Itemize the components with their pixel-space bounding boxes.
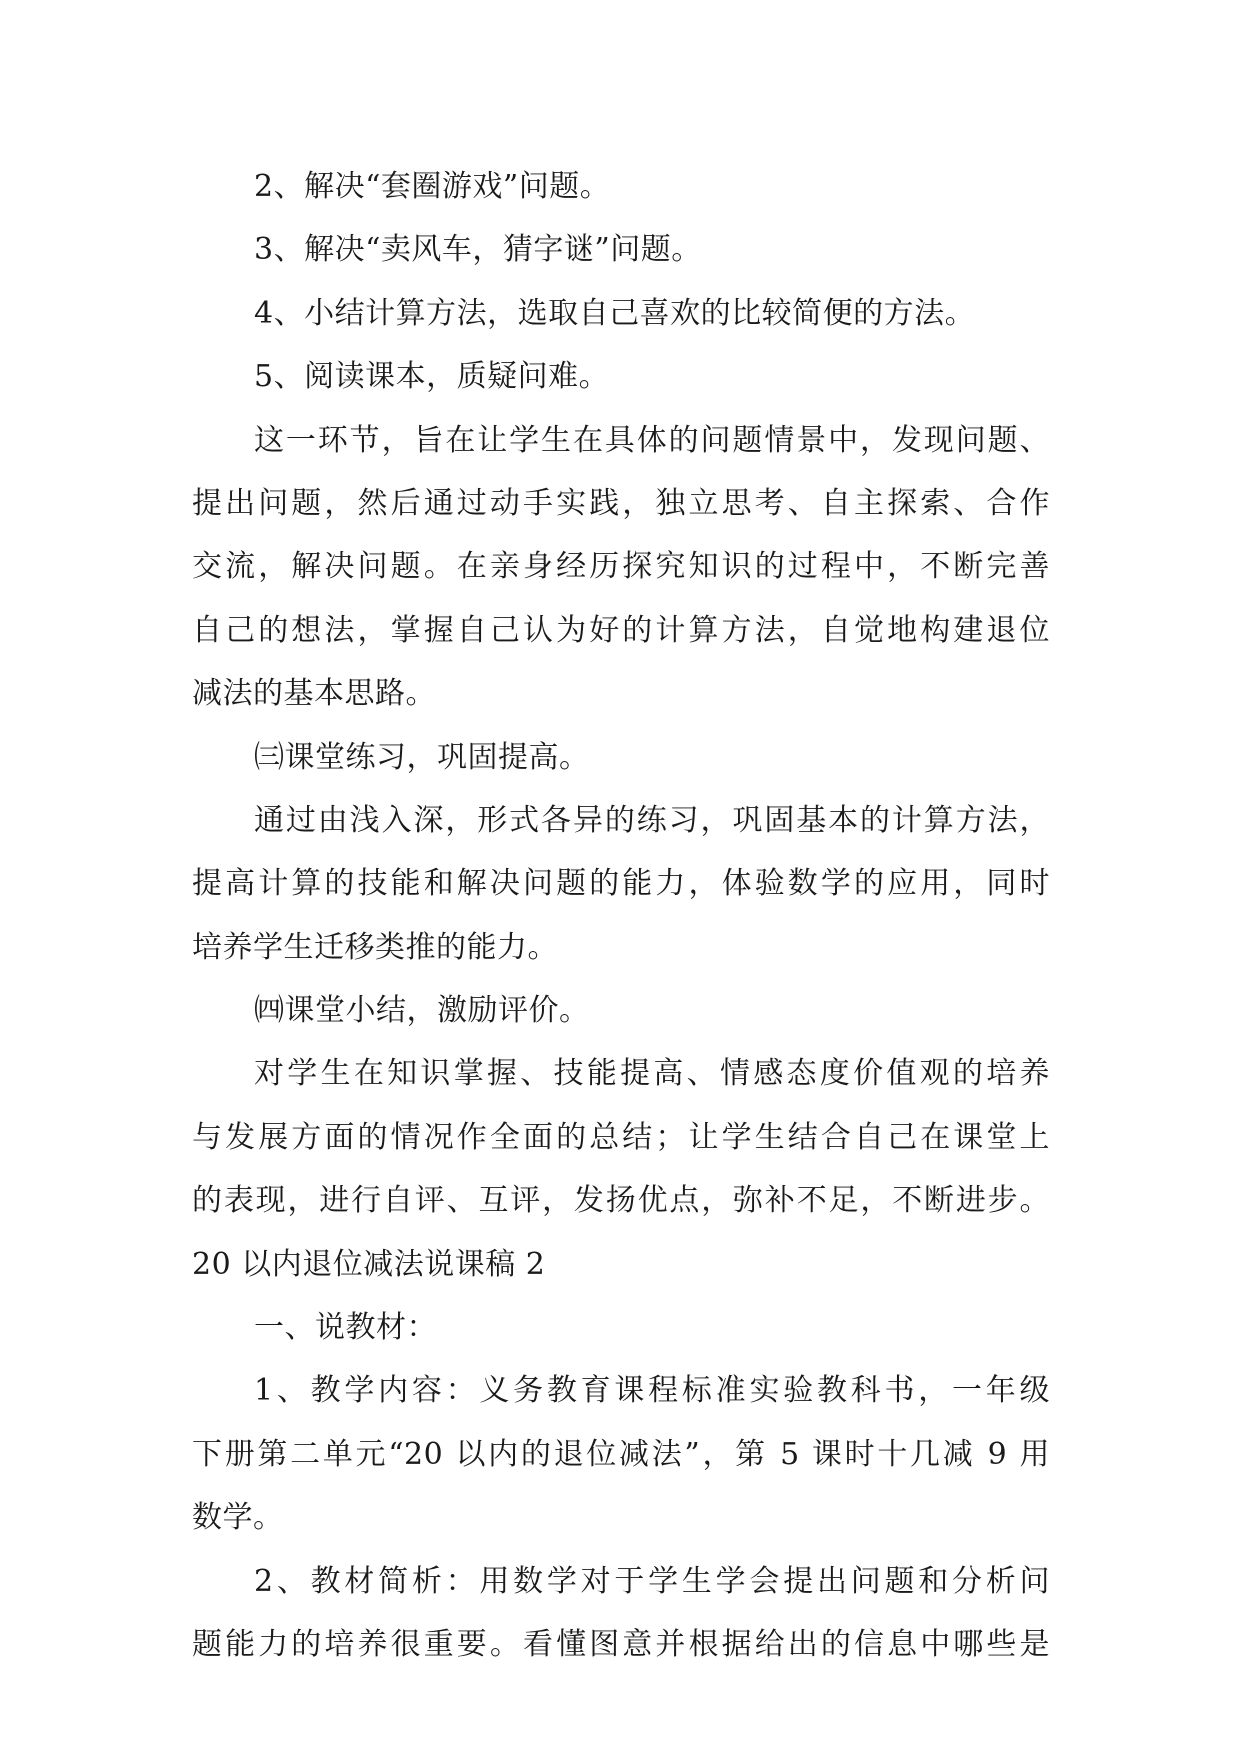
paragraph-line: 与发展方面的情况作全面的总结；让学生结合自己在课堂上 <box>192 1119 1050 1155</box>
section-heading-practice: ㈢课堂练习，巩固提高。 <box>254 739 590 775</box>
paragraph-line: 这一环节，旨在让学生在具体的问题情景中，发现问题、 <box>254 422 1050 458</box>
list-item-5: 5、阅读课本，质疑问难。 <box>254 359 610 395</box>
list-item-4: 4、小结计算方法，选取自己喜欢的比较简便的方法。 <box>254 295 976 331</box>
section-heading-textbook: 一、说教材： <box>254 1310 437 1346</box>
paragraph-line: 减法的基本思路。 <box>192 676 436 712</box>
paragraph-line: 2、教材简析：用数学对于学生学会提出问题和分析问 <box>254 1563 1050 1599</box>
list-item-3: 3、解决“卖风车，猜字谜”问题。 <box>254 232 702 268</box>
section-heading-summary: ㈣课堂小结，激励评价。 <box>254 993 590 1029</box>
paragraph-line: 自己的想法，掌握自己认为好的计算方法，自觉地构建退位 <box>192 612 1050 648</box>
paragraph-line: 下册第二单元“20 以内的退位减法”，第 5 课时十几减 9 用 <box>192 1436 1050 1472</box>
paragraph-line: 对学生在知识掌握、技能提高、情感态度价值观的培养 <box>254 1056 1050 1092</box>
paragraph-line: 交流，解决问题。在亲身经历探究知识的过程中，不断完善 <box>192 549 1050 585</box>
paragraph-line: 1、教学内容：义务教育课程标准实验教科书，一年级 <box>254 1373 1050 1409</box>
paragraph-line: 题能力的培养很重要。看懂图意并根据给出的信息中哪些是 <box>192 1626 1050 1662</box>
document-body <box>192 155 1050 1676</box>
paragraph-line: 数学。 <box>192 1500 284 1536</box>
paragraph-line: 提出问题，然后通过动手实践，独立思考、自主探索、合作 <box>192 485 1050 521</box>
paragraph-line: 的表现，进行自评、互评，发扬优点，弥补不足，不断进步。 <box>192 1183 1050 1219</box>
list-item-2: 2、解决“套圈游戏”问题。 <box>254 169 611 204</box>
paragraph-line: 培养学生迁移类推的能力。 <box>192 929 558 965</box>
document-title: 20 以内退位减法说课稿 2 <box>192 1246 546 1282</box>
paragraph-line: 提高计算的技能和解决问题的能力，体验数学的应用，同时 <box>192 866 1050 902</box>
paragraph-line: 通过由浅入深，形式各异的练习，巩固基本的计算方法， <box>254 802 1050 838</box>
